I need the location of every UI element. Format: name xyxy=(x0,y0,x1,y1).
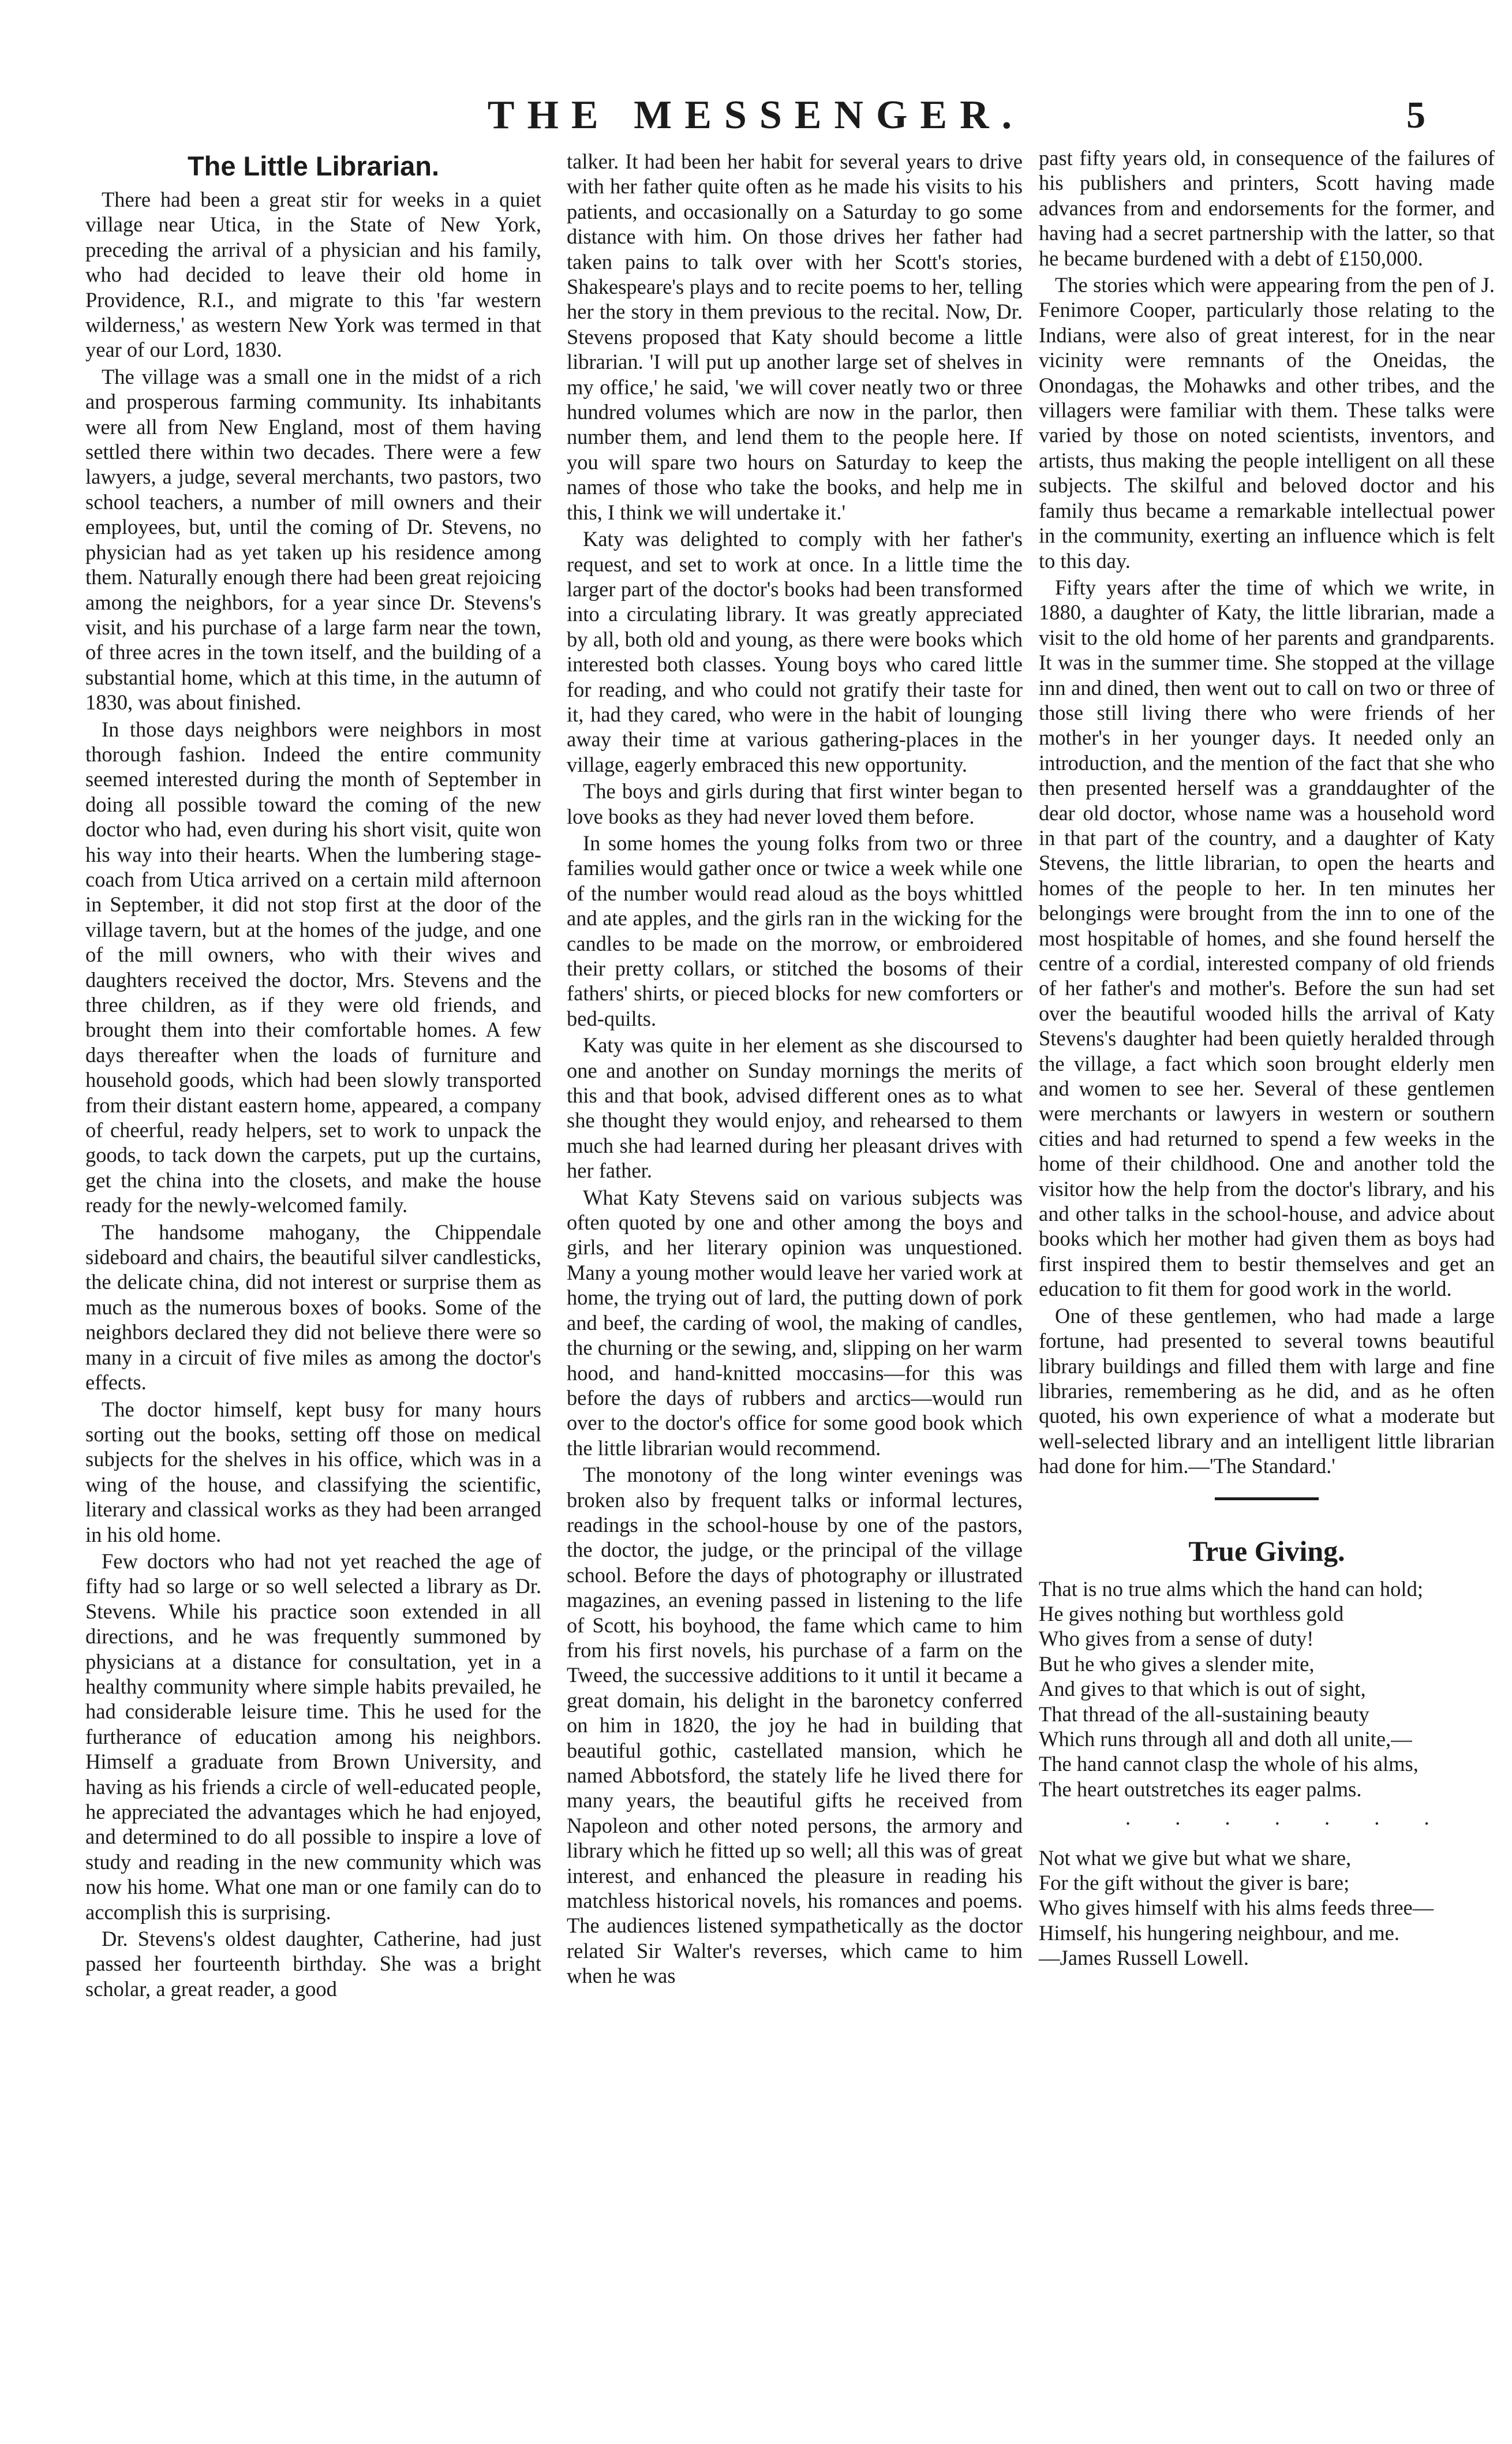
poem-line: That thread of the all-sustaining beauty xyxy=(1039,1702,1369,1726)
article-title-true-giving: True Giving. xyxy=(1188,1534,1345,1567)
poem-line: Who gives himself with his alms feeds three— xyxy=(1039,1896,1434,1920)
article-paragraph: The boys and girls during that first winter began to love books as they had never loved them before. xyxy=(567,779,1023,828)
article-paragraph: The stories which were appearing from the pen of J. Fenimore Cooper, particularly those relating to the Indians, were also of great interest, for in the near vicinity were remnants of the Oneidas, the Onondagas, the Mohawks and other tribes, and the villagers were familiar with them. These talks were varied by those on noted scientists, inventors, and artists, thus making the people intelligent on all these subjects. The skilful and beloved doctor and his family thus became a remarkable intellectual power in the community, exerting an influence which is felt to this day. xyxy=(1039,273,1495,573)
article-paragraph: Dr. Stevens's oldest daughter, Catherine, had just passed her fourteenth birthday. She was a bright scholar, a great reader, a good xyxy=(85,1927,541,2001)
article-paragraph: Fifty years after the time of which we write, in 1880, a daughter of Katy, the little librarian, made a visit to the old home of her parents and grandparents. It was in the summer time. She stopped at the village inn and dined, then went out to call on two or three of those still living there who were friends of her mother's in her younger days. It needed only an introduction, and the mention of the fact that she who then presented herself was a granddaughter of the dear old doctor, whose name was a household word in that part of the country, and a daughter of Katy Stevens, the little librarian, to open the hearts and homes of the people to her. In ten minutes her belongings were brought from the inn to one of the most hospitable of homes, and she found herself the centre of a cordial, interested company of old friends of her father's and mother's. Before the sun had set over the beautiful wooded hills the arrival of Katy Stevens's daughter had been quietly heralded through the village, a fact which soon brought elderly men and women to see her. Several of these gentlemen were merchants or lawyers in western or southern cities and had returned to spend a few weeks in the home of their childhood. One and another told the visitor how the help from the doctor's library, and his and other talks in the school-house, and advice about books which her mother had given them as boys had first inspired them to bestir themselves and get an education to fit them for good work in the world. xyxy=(1039,575,1495,1301)
article-paragraph: In some homes the young folks from two or three families would gather once or twice a week while one of the number would read aloud as the boys whittled and ate apples, and the girls ran in the wicking for the candles to be made on the morrow, or embroidered their pretty collars, or stitched the bosoms of their fathers' shirts, or pieced blocks for new comforters or bed-quilts. xyxy=(567,831,1023,1030)
article-paragraph: There had been a great stir for weeks in a quiet village near Utica, in the State of New York, preceding the arrival of a physician and his family, who had decided to leave their old home in Providence, R.I., and migrate to this 'far western wilderness,' as western New York was termed in that year of our Lord, 1830. xyxy=(85,188,541,362)
column-1 xyxy=(85,149,541,2001)
column-2 xyxy=(567,149,1023,1989)
poem-line: But he who gives a slender mite, xyxy=(1039,1651,1315,1676)
poem-line: And gives to that which is out of sight, xyxy=(1039,1677,1366,1701)
article-paragraph: Few doctors who had not yet reached the age of fifty had so large or so well selected a library as Dr. Stevens. While his practice soon extended in all directions, and he was frequently summoned by physicians at a distance for consultation, yet in a healthy community where simple habits prevailed, he had considerable leisure time. This he used for the furtherance of education among his neighbors. Himself a graduate from Brown University, and having as his friends a circle of well-educated people, he appreciated the advantages which he had enjoyed, and determined to do all possible to inspire a love of study and reading in the new community which was now his home. What one man or one family can do to accomplish this is surprising. xyxy=(85,1549,541,1924)
poem-attribution: —James Russell Lowell. xyxy=(1039,1946,1249,1970)
column-3 xyxy=(1039,145,1495,1971)
poem xyxy=(1039,1576,1495,1971)
article-paragraph-continued: talker. It had been her habit for several years to drive with her father quite often as he made his visits to his patients, and occasionally on a Saturday to go some distance with him. On those drives her father had taken pains to talk over with her Scott's stories, Shakespeare's plays and to recite poems to her, telling her the story in them previous to the recital. Now, Dr. Stevens proposed that Katy should become a little librarian. 'I will put up another large set of shelves in my office,' he said, 'we will cover neatly two or three hundred volumes which are now in the parlor, then number them, and lend them to the people here. If you will spare two hours on Saturday to keep the names of those who take the books, and help me in this, I think we will undertake it.' xyxy=(567,150,1023,524)
poem-line: The heart outstretches its eager palms. xyxy=(1039,1777,1362,1801)
article-paragraph: The village was a small one in the midst of a rich and prosperous farming community. Its inhabitants were all from New England, most of them having settled there within two decades. There were a few lawyers, a judge, several merchants, two pastors, two school teachers, a number of mill owners and their employees, but, until the coming of Dr. Stevens, no physician had as yet taken up his residence among them. Naturally enough there had been great rejoicing among the neighbors, for a year since Dr. Stevens's visit, and his purchase of a large farm near the town, of three acres in the town itself, and the building of a substantial home, which at this time, in the autumn of 1830, was about finished. xyxy=(85,364,541,715)
article-paragraph-continued: past fifty years old, in consequence of the failures of his publishers and printers, Scott having made advances from and endorsements for the former, and having had a secret partnership with the latter, so that he became burdened with a debt of £150,000. xyxy=(1039,146,1495,270)
article-paragraph: The doctor himself, kept busy for many hours sorting out the books, setting off those on medical subjects for the shelves in his office, which was in a wing of the house, and classifying the scientific, literary and classical works as they had been arranged in his old home. xyxy=(85,1397,541,1546)
poem-line: For the gift without the giver is bare; xyxy=(1039,1871,1350,1894)
newspaper-title: THE MESSENGER. xyxy=(487,93,1025,137)
article-separator-rule xyxy=(1215,1497,1319,1500)
poem-line: Who gives from a sense of duty! xyxy=(1039,1627,1314,1651)
poem-line: Which runs through all and doth all unite,— xyxy=(1039,1727,1412,1751)
article-paragraph: Katy was quite in her element as she discoursed to one and another on Sunday mornings the merits of this and that book, advised different ones as to what she thought they would enjoy, and rehearsed to them much she had learned during her pleasant drives with her father. xyxy=(567,1033,1023,1183)
article-title-little-librarian: The Little Librarian. xyxy=(187,151,440,181)
poem-line: Himself, his hungering neighbour, and me. xyxy=(1039,1920,1400,1945)
article-paragraph: The monotony of the long winter evenings was broken also by frequent talks or informal lectures, readings in the school-house by one of the pastors, the doctor, the judge, or the principal of the village school. Before the days of photography or illustrated magazines, an evening passed in listening to the life of Scott, his boyhood, the fame which came to him from his first novels, his purchase of a farm on the Tweed, the successive additions to it until it became a great domain, his delight in the baronetcy conferred on him in 1820, the joy he had in building that beautiful gothic, castellated mansion, which he named Abbotsford, the stately life he lived there for many years, the beautiful gifts he received from Napoleon and other noted persons, the armory and library which he fitted up so well; all this was of great interest, and enhanced the pleasure in reading his matchless historical novels, his romances and poems. The audiences listened sympathetically as the doctor related Sir Walter's reverses, which came to him when he was xyxy=(567,1463,1023,1988)
article-paragraph: Katy was delighted to comply with her father's request, and set to work at once. In a little time the larger part of the doctor's books had been transformed into a circulating library. It was greatly appreciated by all, both old and young, as there were books which interested both classes. Young boys who cared little for reading, and who could not gratify their taste for it, had they cared, who were in the habit of lounging away their time at various gathering-places in the village, eagerly embraced this new opportunity. xyxy=(567,527,1023,776)
masthead xyxy=(0,87,1512,144)
article-paragraph: In those days neighbors were neighbors in most thorough fashion. Indeed the entire community seemed interested during the month of September in doing all possible toward the coming of the new doctor who had, even during his short visit, quite won his way into their hearts. When the lumbering stage-coach from Utica arrived on a certain mild afternoon in September, it did not stop first at the door of the village tavern, but at the homes of the judge, and one of the mill owners, who with their wives and daughters received the doctor, Mrs. Stevens and the three children, as if they were old friends, and brought them into their comfortable homes. A few days thereafter when the loads of furniture and household goods, which had been slowly transported from their distant eastern home, appeared, a company of cheerful, ready helpers, set to work to unpack the goods, to tack down the carpets, put up the curtains, get the china into the closets, and make the house ready for the newly-welcomed family. xyxy=(85,717,541,1217)
poem-line: The hand cannot clasp the whole of his alms, xyxy=(1039,1752,1419,1776)
page-number: 5 xyxy=(1406,94,1425,136)
article-paragraph: The handsome mahogany, the Chippendale sideboard and chairs, the beautiful silver candlesticks, the delicate china, did not interest or surprise them as much as the numerous boxes of books. Some of the neighbors declared they did not believe there were so many in a circuit of five miles as among the doctor's effects. xyxy=(85,1220,541,1395)
poem-line: Not what we give but what we share, xyxy=(1039,1845,1352,1870)
article-paragraph: What Katy Stevens said on various subjects was often quoted by one and other among the boys and girls, and her literary opinion was unquestioned. Many a young mother would leave her varied work at home, the trying out of lard, the putting down of pork and beef, the carding of wool, the making of candles, the churning or the sewing, and, slipping on her warm hood, and hand-knitted moccasins—for this was before the days of rubbers and arctics—would run over to the doctor's office for some good book which the little librarian would recommend. xyxy=(567,1185,1023,1460)
poem-line: He gives nothing but worthless gold xyxy=(1039,1601,1344,1625)
poem-line: That is no true alms which the hand can hold; xyxy=(1039,1576,1423,1601)
poem-stanza-separator: . . . . . . . xyxy=(1125,1806,1449,1830)
article-paragraph: One of these gentlemen, who had made a large fortune, had presented to several towns beautiful library buildings and filled them with large and fine libraries, remembering as he did, and as he often quoted, his own experience of what a moderate but well-selected library and an intelligent little librarian had done for him.—'The Standard.' xyxy=(1039,1303,1495,1478)
